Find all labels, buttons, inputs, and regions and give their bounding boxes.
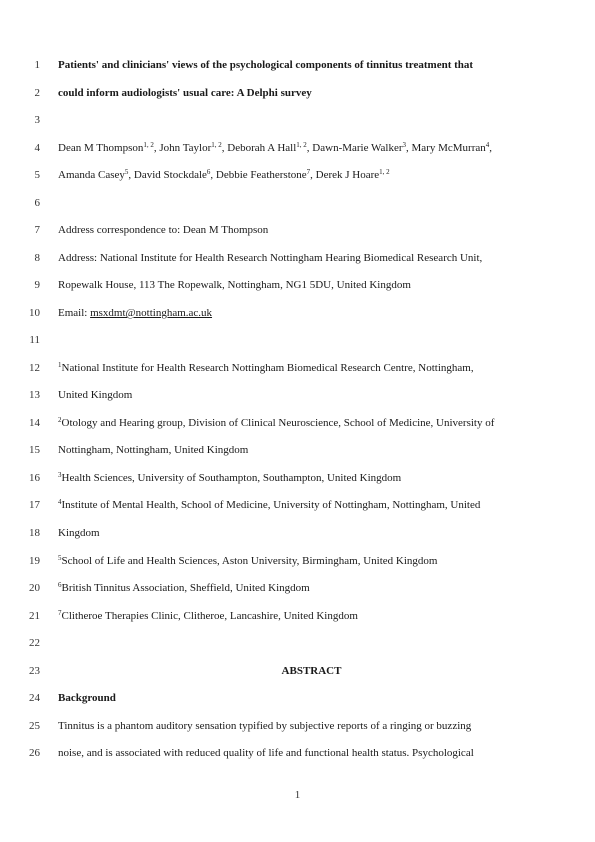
- author-affiliation-mark: 3: [402, 141, 407, 149]
- correspondence-email: [58, 305, 555, 321]
- manuscript-line: [0, 442, 595, 458]
- affiliation-text: United Kingdom: [58, 389, 133, 401]
- line-number: 24: [29, 692, 40, 704]
- author-affiliation-mark: 5: [124, 168, 129, 176]
- author-separator: ,: [221, 142, 228, 154]
- affiliation-mark: 2: [58, 416, 62, 424]
- manuscript-line: [0, 553, 595, 569]
- author-affiliation-mark: 7: [306, 168, 311, 176]
- manuscript-line: [0, 663, 595, 679]
- line-number: 26: [29, 747, 40, 759]
- line-number: 1: [34, 59, 40, 71]
- author-affiliation-mark: 1, 2: [296, 141, 307, 149]
- manuscript-line: [0, 690, 595, 706]
- affiliation-4: [58, 497, 555, 513]
- line-number: 11: [29, 334, 40, 346]
- manuscript-line: [0, 470, 595, 486]
- line-number: 15: [29, 444, 40, 456]
- manuscript-line: [0, 57, 595, 73]
- author-name: Mary McMurran: [411, 142, 486, 154]
- author-name: Dean M Thompson: [58, 142, 144, 154]
- manuscript-line: [0, 195, 595, 211]
- author-list-line-2: [58, 167, 555, 183]
- manuscript-line: [0, 415, 595, 431]
- manuscript-line: [0, 112, 595, 128]
- author-separator: ,: [210, 169, 216, 181]
- line-number: 13: [29, 389, 40, 401]
- line-number: 14: [29, 417, 40, 429]
- author-affiliation-mark: 4: [485, 141, 490, 149]
- author-list-line-1: [58, 140, 555, 156]
- manuscript-line: [0, 140, 595, 156]
- abstract-text-line: noise, and is associated with reduced quality of life and functional health status. Psychological: [58, 747, 474, 759]
- line-number: 3: [34, 114, 40, 126]
- line-number: 21: [29, 610, 40, 622]
- manuscript-line: [0, 635, 595, 651]
- line-number: 23: [29, 665, 40, 677]
- line-number: 2: [34, 87, 40, 99]
- manuscript-line: [0, 305, 595, 321]
- line-number: 8: [34, 252, 40, 264]
- line-number: 7: [34, 224, 40, 236]
- manuscript-line: [0, 167, 595, 183]
- affiliation-6: [58, 580, 555, 596]
- affiliation-text: Otology and Hearing group, Division of Clinical Neuroscience, School of Medicine, University of: [61, 417, 495, 429]
- affiliation-3: [58, 470, 555, 486]
- affiliation-1: [58, 360, 555, 376]
- author-affiliation-mark: 1, 2: [211, 141, 222, 149]
- author-affiliation-mark: 1, 2: [143, 141, 154, 149]
- manuscript-line: [0, 85, 595, 101]
- line-number: 16: [29, 472, 40, 484]
- line-number: 5: [34, 169, 40, 181]
- line-number: 25: [29, 720, 40, 732]
- affiliation-mark: 7: [58, 609, 62, 617]
- affiliation-text: Institute of Mental Health, School of Medicine, University of Nottingham, Nottingham, United: [61, 499, 481, 511]
- author-separator: ,: [406, 142, 412, 154]
- manuscript-line: [0, 360, 595, 376]
- line-number: 12: [29, 362, 40, 374]
- author-name: Debbie Featherstone: [215, 169, 307, 181]
- background-heading: Background: [58, 692, 116, 704]
- affiliation-mark: 6: [58, 581, 62, 589]
- affiliation-text: Nottingham, Nottingham, United Kingdom: [58, 444, 249, 456]
- abstract-text-line: Tinnitus is a phantom auditory sensation typified by subjective reports of a ringing or buzzing: [58, 720, 472, 732]
- abstract-heading: ABSTRACT: [281, 665, 342, 677]
- author-name: Amanda Casey: [58, 169, 125, 181]
- author-name: David Stockdale: [133, 169, 207, 181]
- author-separator: ,: [310, 169, 316, 181]
- affiliation-text: School of Life and Health Sciences, Aston University, Birmingham, United Kingdom: [61, 555, 438, 567]
- manuscript-line: [0, 277, 595, 293]
- affiliation-text: Kingdom: [58, 527, 100, 539]
- affiliation-mark: 4: [58, 498, 62, 506]
- manuscript-line: [0, 745, 595, 761]
- manuscript-line: [0, 332, 595, 348]
- line-number: 9: [34, 279, 40, 291]
- manuscript-line: [0, 250, 595, 266]
- author-separator: ,: [153, 142, 160, 154]
- email-label: Email:: [58, 307, 91, 319]
- affiliation-mark: 3: [58, 471, 62, 479]
- affiliation-7: [58, 608, 555, 624]
- affiliation-text: Health Sciences, University of Southampton, Southampton, United Kingdom: [61, 472, 402, 484]
- affiliation-text: British Tinnitus Association, Sheffield, United Kingdom: [61, 582, 310, 594]
- author-affiliation-mark: 1, 2: [379, 168, 390, 176]
- author-separator: ,: [306, 142, 313, 154]
- line-number: 10: [29, 307, 40, 319]
- affiliation-mark: 5: [58, 554, 62, 562]
- correspondence-address-2: Ropewalk House, 113 The Ropewalk, Nottingham, NG1 5DU, United Kingdom: [58, 279, 411, 291]
- line-number: 6: [34, 197, 40, 209]
- line-number: 22: [29, 637, 40, 649]
- email-link[interactable]: msxdmt@nottingham.ac.uk: [90, 307, 213, 319]
- affiliation-mark: 1: [58, 361, 62, 369]
- manuscript-line: [0, 718, 595, 734]
- author-name: Derek J Hoare: [315, 169, 380, 181]
- manuscript-line: [0, 525, 595, 541]
- author-name: John Taylor: [159, 142, 212, 154]
- author-name: Deborah A Hall: [227, 142, 297, 154]
- manuscript-line: [0, 387, 595, 403]
- line-number: 20: [29, 582, 40, 594]
- page-number: 1: [294, 789, 301, 801]
- author-affiliation-mark: 6: [206, 168, 211, 176]
- title-line-2: could inform audiologists' usual care: A Delphi survey: [58, 87, 312, 99]
- line-number: 19: [29, 555, 40, 567]
- line-number: 4: [34, 142, 40, 154]
- line-number: 18: [29, 527, 40, 539]
- title-line-1: Patients' and clinicians' views of the psychological components of tinnitus treatment that: [58, 59, 474, 71]
- manuscript-line: [0, 608, 595, 624]
- correspondence-to: Address correspondence to: Dean M Thompson: [58, 224, 269, 236]
- affiliation-2: [58, 415, 555, 431]
- manuscript-line: [0, 222, 595, 238]
- manuscript-line: [0, 580, 595, 596]
- author-name: Dawn-Marie Walker: [312, 142, 403, 154]
- affiliation-5: [58, 553, 555, 569]
- author-separator: ,: [489, 142, 493, 154]
- correspondence-address-1: Address: National Institute for Health Research Nottingham Hearing Biomedical Research Unit,: [58, 252, 483, 264]
- line-number: 17: [29, 499, 40, 511]
- manuscript-line: [0, 497, 595, 513]
- author-separator: ,: [128, 169, 134, 181]
- affiliation-text: National Institute for Health Research Nottingham Biomedical Research Centre, Nottingham,: [61, 362, 474, 374]
- affiliation-text: Clitheroe Therapies Clinic, Clitheroe, Lancashire, United Kingdom: [61, 610, 358, 622]
